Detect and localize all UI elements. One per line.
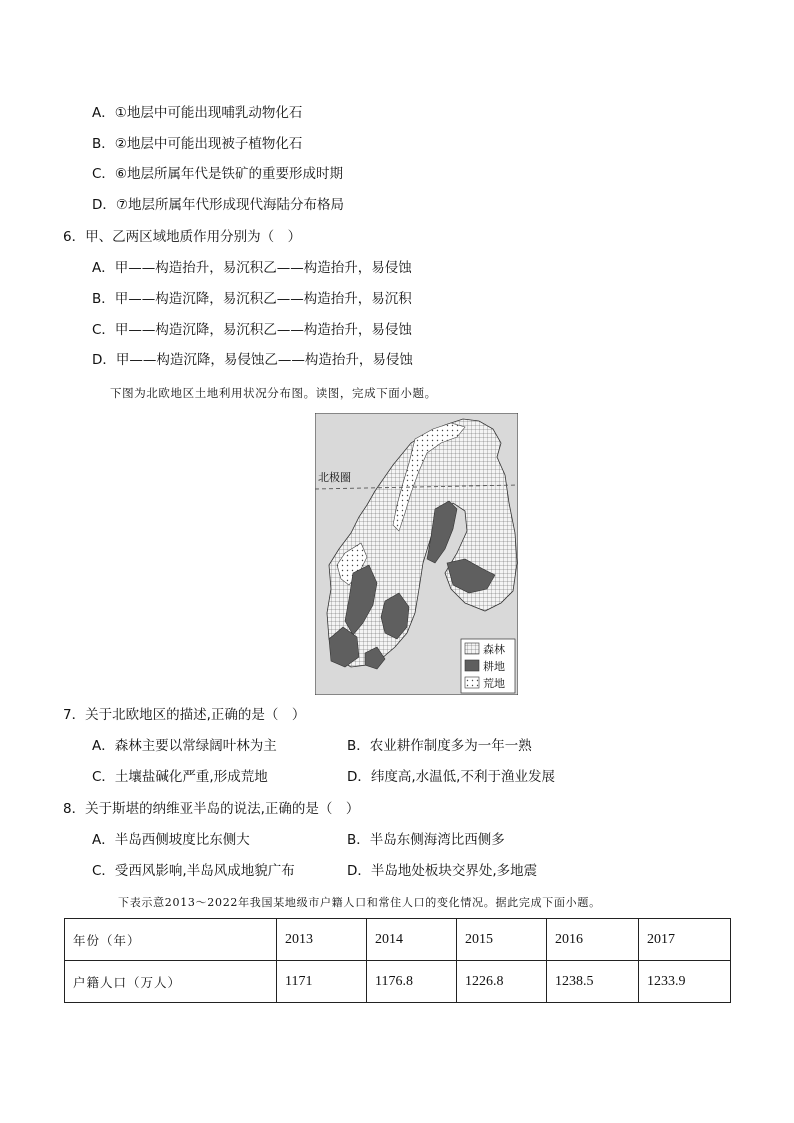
q8-option-a: A．半岛西侧坡度比东侧大 xyxy=(92,832,250,848)
header-year-2017: 2017 xyxy=(639,919,731,961)
q5-option-b: B．②地层中可能出现被子植物化石 xyxy=(92,136,303,152)
q5-option-d: D．⑦地层所属年代形成现代海陆分布格局 xyxy=(92,197,344,213)
map-intro: 下图为北欧地区土地利用状况分布图。读图，完成下面小题。 xyxy=(110,386,437,400)
legend-barren-label: 荒地 xyxy=(483,677,505,690)
header-year-2015: 2015 xyxy=(457,919,547,961)
q8-stem: 8．关于斯堪的纳维亚半岛的说法,正确的是（ ） xyxy=(63,801,360,817)
q8-option-b: B．半岛东侧海湾比西侧多 xyxy=(347,832,505,848)
q7-option-d: D．纬度高,水温低,不利于渔业发展 xyxy=(347,769,555,785)
q8-option-d: D．半岛地处板块交界处,多地震 xyxy=(347,863,538,879)
cell-2014: 1176.8 xyxy=(367,961,457,1003)
row-label-registered-population: 户籍人口（万人） xyxy=(65,961,277,1003)
q6-option-c: C．甲——构造沉降，易沉积乙——构造抬升，易侵蚀 xyxy=(92,322,412,338)
q6-stem: 6．甲、乙两区域地质作用分别为（ ） xyxy=(63,229,302,245)
legend-arable-swatch xyxy=(465,660,479,671)
legend-arable-label: 耕地 xyxy=(483,660,505,673)
population-table xyxy=(64,918,731,1003)
header-year-2014: 2014 xyxy=(367,919,457,961)
q6-option-b: B．甲——构造沉降，易沉积乙——构造抬升，易沉积 xyxy=(92,291,412,307)
cell-2013: 1171 xyxy=(277,961,367,1003)
legend-barren-swatch xyxy=(465,677,479,688)
q7-stem: 7．关于北欧地区的描述,正确的是（ ） xyxy=(63,707,306,723)
cell-2015: 1226.8 xyxy=(457,961,547,1003)
legend-forest-swatch xyxy=(465,643,479,654)
table-intro: 下表示意2013～2022年我国某地级市户籍人口和常住人口的变化情况。据此完成下面小题。 xyxy=(118,896,601,909)
q8-option-c: C．受西风影响,半岛风成地貌广布 xyxy=(92,863,295,879)
header-year-label: 年份（年） xyxy=(65,919,277,961)
cell-2017: 1233.9 xyxy=(639,961,731,1003)
q6-option-d: D．甲——构造沉降，易侵蚀乙——构造抬升，易侵蚀 xyxy=(92,352,413,368)
q6-option-a: A．甲——构造抬升，易沉积乙——构造抬升，易侵蚀 xyxy=(92,260,412,276)
table-header-row xyxy=(65,919,731,961)
legend-forest-label: 森林 xyxy=(483,643,505,656)
header-year-2016: 2016 xyxy=(547,919,639,961)
table-row xyxy=(65,961,731,1003)
arctic-circle-label: 北极圈 xyxy=(318,471,351,484)
q7-option-b: B．农业耕作制度多为一年一熟 xyxy=(347,738,532,754)
q5-option-a: A．①地层中可能出现哺乳动物化石 xyxy=(92,105,303,121)
land-use-map xyxy=(315,413,518,695)
cell-2016: 1238.5 xyxy=(547,961,639,1003)
q7-option-c: C．土壤盐碱化严重,形成荒地 xyxy=(92,769,268,785)
q5-option-c: C．⑥地层所属年代是铁矿的重要形成时期 xyxy=(92,166,344,182)
header-year-2013: 2013 xyxy=(277,919,367,961)
q7-option-a: A．森林主要以常绿阔叶林为主 xyxy=(92,738,277,754)
